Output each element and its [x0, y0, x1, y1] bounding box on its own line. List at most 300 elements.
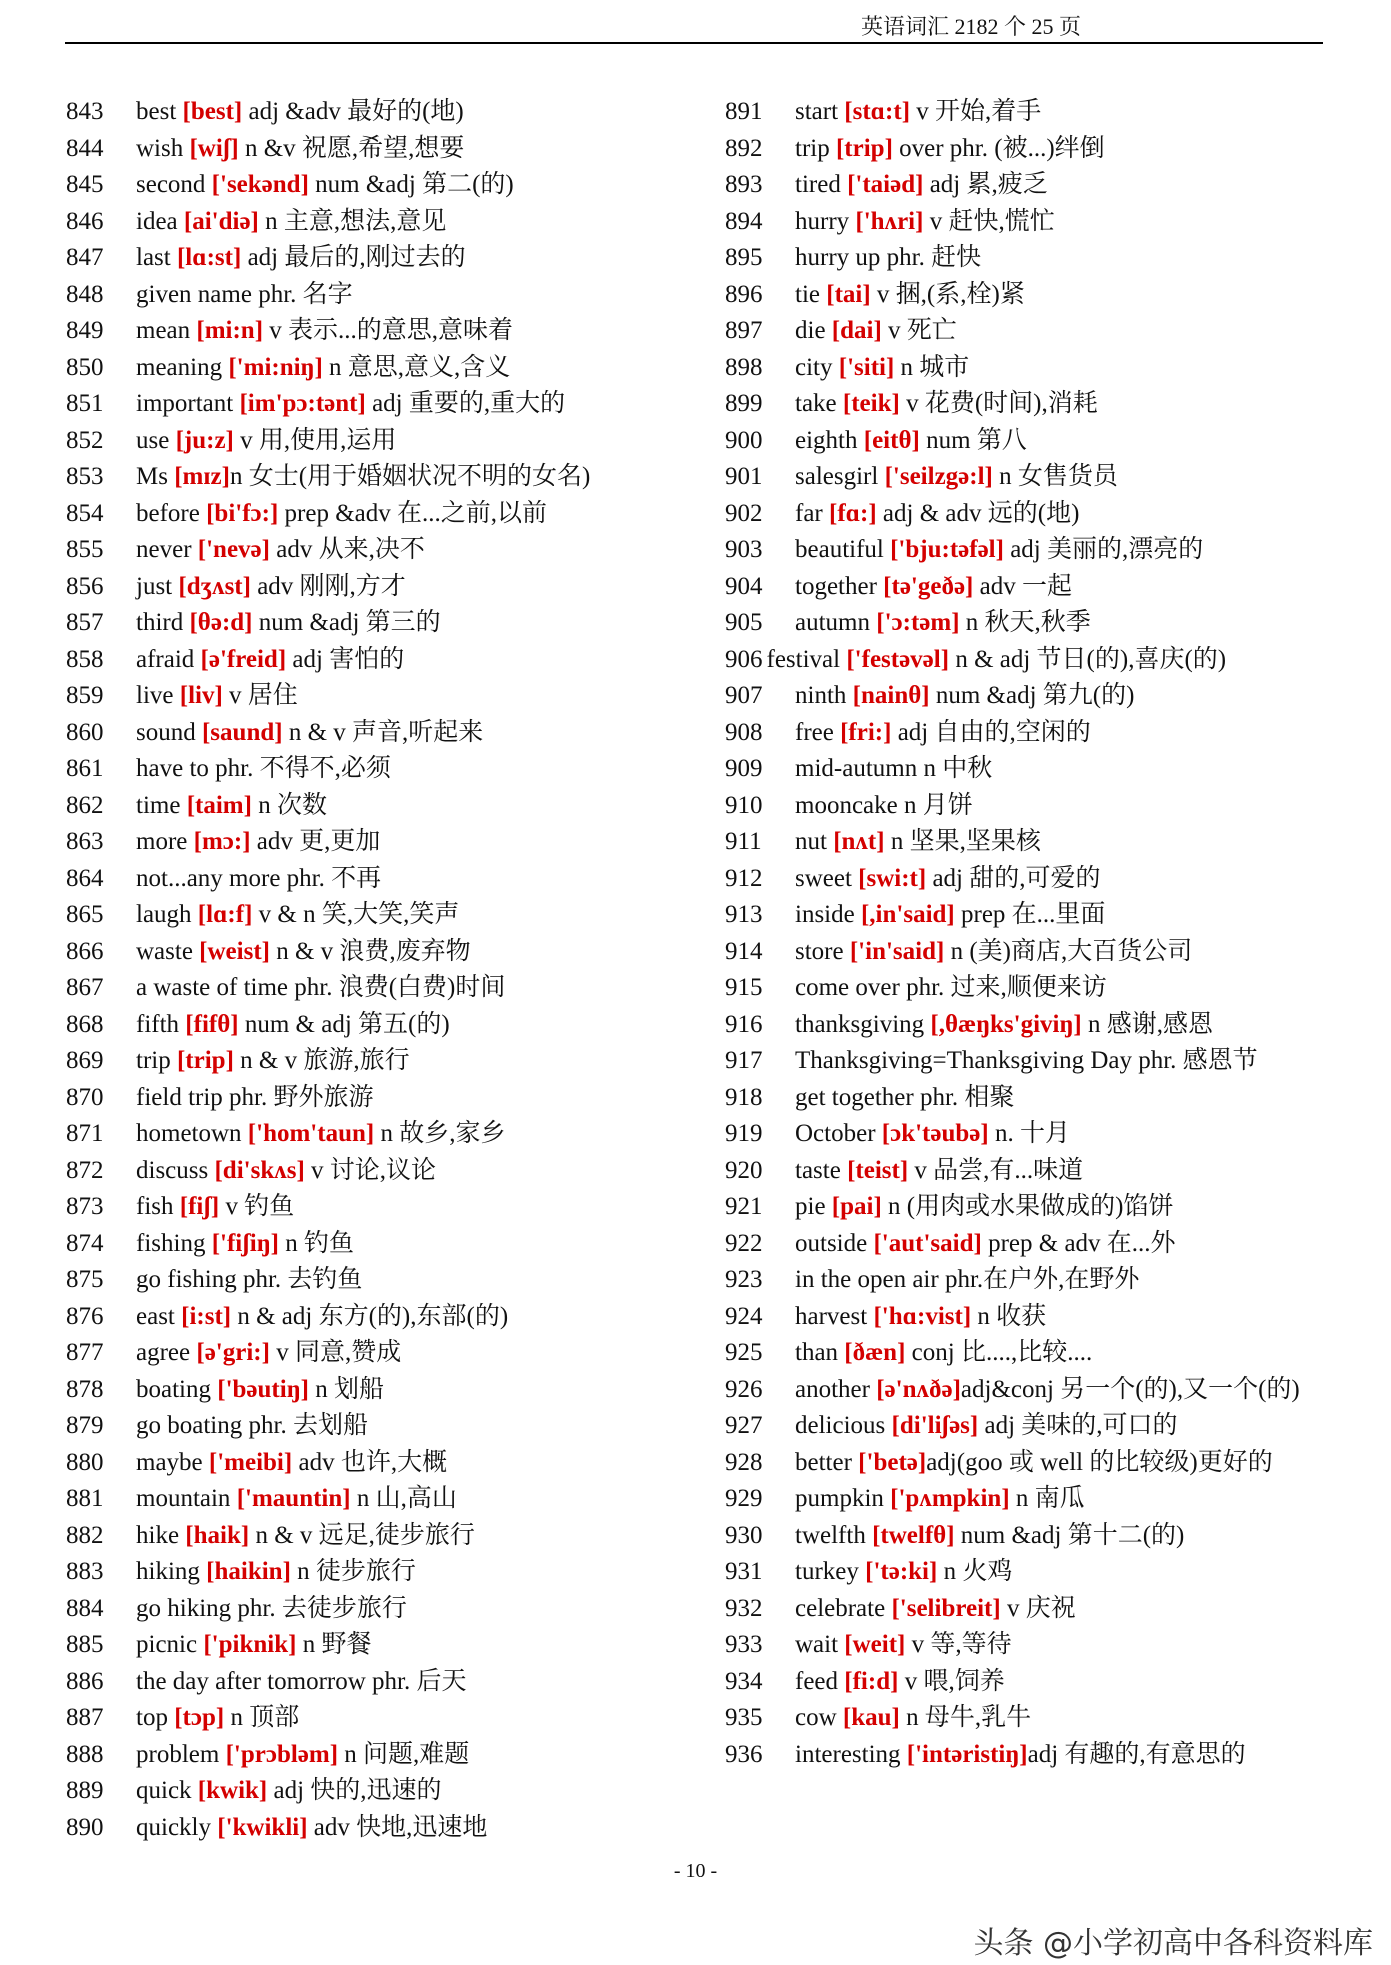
entry-phonetic: ['mi:niŋ]: [228, 353, 323, 381]
vocab-entry: [725, 131, 1365, 168]
entry-definition: phr. 不得不,必须: [208, 755, 391, 782]
entry-number: 880: [66, 1448, 104, 1476]
entry-phonetic: [ə'freid]: [200, 645, 287, 673]
vocab-entry: [725, 350, 1365, 387]
entry-number: 900: [725, 426, 763, 454]
entry-word: go hiking: [136, 1594, 232, 1622]
entry-definition: num &adj 第二(的): [308, 171, 514, 198]
entry-definition: adj 累,疲乏: [923, 171, 1048, 198]
vocab-entry: [66, 131, 706, 168]
entry-word: east: [136, 1302, 175, 1330]
entry-number: 933: [725, 1631, 763, 1658]
entry-phonetic: [dʒʌst]: [178, 572, 251, 600]
entry-number: 896: [725, 280, 763, 308]
entry-word: maybe: [136, 1448, 203, 1476]
vocab-entry: [66, 788, 706, 825]
entry-number: 879: [66, 1412, 104, 1439]
vocab-entry: [725, 1408, 1365, 1445]
entry-word: ninth: [795, 682, 847, 709]
entry-word: the day after tomorrow: [136, 1667, 366, 1695]
entry-phonetic: ['bəutiŋ]: [217, 1375, 309, 1403]
entry-phonetic: [twelfθ]: [872, 1521, 955, 1549]
page-header: 英语词汇 2182 个 25 页: [860, 14, 1081, 39]
entry-phonetic: [saund]: [201, 718, 283, 746]
entry-word: free: [795, 718, 834, 746]
watermark: 头条 @小学初高中各科资料库: [973, 1926, 1373, 1961]
entry-number: 910: [725, 791, 763, 819]
entry-phonetic: [mi:n]: [196, 317, 264, 344]
entry-phonetic: [tə'geðə]: [883, 572, 974, 600]
entry-definition: n 中秋: [917, 755, 993, 782]
entry-definition: phr. 不再: [280, 864, 382, 892]
vocab-entry: [66, 1773, 706, 1810]
entry-word: more: [136, 828, 188, 855]
vocab-entry: [725, 1262, 1365, 1299]
entry-definition: v 庆祝: [1000, 1594, 1076, 1622]
entry-word: second: [136, 171, 206, 198]
entry-definition: phr. 相聚: [913, 1083, 1015, 1111]
entry-phonetic: ['pʌmpkin]: [890, 1485, 1010, 1512]
entry-number: 855: [66, 536, 104, 563]
entry-number: 853: [66, 463, 104, 490]
entry-number: 891: [725, 98, 763, 125]
vocab-entry: [725, 1116, 1365, 1153]
entry-phonetic: [ə'gri:]: [196, 1339, 270, 1366]
vocab-entry: [66, 678, 706, 715]
entry-number: 846: [66, 207, 104, 235]
vocab-entry: [66, 751, 706, 788]
entry-number: 889: [66, 1777, 104, 1804]
vocab-entry: [725, 1591, 1365, 1628]
vocab-entry: [725, 240, 1365, 277]
entry-number: 926: [725, 1375, 763, 1403]
entry-word: pumpkin: [795, 1485, 884, 1512]
entry-word: hike: [136, 1521, 180, 1549]
entry-phonetic: [ɔk'təubə]: [881, 1120, 989, 1147]
entry-word: afraid: [136, 645, 195, 673]
entry-definition: prep & adv 在...外: [981, 1229, 1176, 1257]
entry-number: 928: [725, 1448, 763, 1476]
entry-number: 851: [66, 390, 104, 417]
vocab-entry: [66, 423, 706, 460]
entry-definition: n 女售货员: [992, 463, 1118, 490]
entry-phonetic: ['bju:təfəl]: [890, 536, 1004, 563]
entry-phonetic: [dai]: [831, 317, 882, 344]
entry-definition: n 坚果,坚果核: [884, 828, 1041, 855]
entry-definition: num &adj 第十二(的): [954, 1521, 1185, 1549]
entry-word: taste: [795, 1156, 841, 1184]
entry-word: never: [136, 536, 192, 563]
entry-definition: phr. 野外旅游: [222, 1083, 374, 1111]
entry-phonetic: ['betə]: [858, 1448, 927, 1476]
vocab-entry: [66, 1810, 706, 1847]
entry-phonetic: [teist]: [847, 1156, 909, 1184]
entry-phonetic: ['hom'taun]: [247, 1120, 375, 1147]
entry-phonetic: [fri:]: [840, 718, 892, 746]
entry-phonetic: [kwik]: [197, 1777, 268, 1804]
entry-number: 849: [66, 317, 104, 344]
vocab-entry: [66, 167, 706, 204]
vocab-entry: [725, 1664, 1365, 1701]
entry-definition: phr. 后天: [365, 1667, 467, 1695]
entry-word: trip: [136, 1047, 171, 1074]
vocab-entry: [725, 94, 1365, 131]
vocab-column-left: [66, 94, 706, 1846]
entry-number: 918: [725, 1083, 763, 1111]
entry-definition: v 开始,着手: [910, 98, 1042, 125]
entry-number: 850: [66, 353, 104, 381]
vocab-entry: [725, 1518, 1365, 1555]
vocab-entry: [725, 1700, 1365, 1737]
entry-word: inside: [795, 901, 855, 928]
vocab-entry: [725, 1372, 1365, 1409]
entry-number: 860: [66, 718, 104, 746]
vocab-entry: [725, 1153, 1365, 1190]
entry-number: 876: [66, 1302, 104, 1330]
entry-number: 893: [725, 171, 763, 198]
entry-word: laugh: [136, 901, 192, 928]
entry-word: than: [795, 1339, 839, 1366]
entry-phonetic: ['sekənd]: [211, 171, 309, 198]
entry-number: 885: [66, 1631, 104, 1658]
entry-definition: n 次数: [251, 791, 327, 819]
entry-word: hurry: [795, 207, 850, 235]
entry-number: 914: [725, 937, 763, 965]
entry-word: in the open air: [795, 1266, 939, 1293]
vocab-entry: [725, 496, 1365, 533]
entry-definition: v 讨论,议论: [304, 1156, 437, 1184]
entry-number: 887: [66, 1704, 104, 1731]
vocab-entry: [725, 642, 1365, 679]
page-number: - 10 -: [673, 1860, 718, 1882]
entry-number: 886: [66, 1667, 104, 1695]
entry-number: 870: [66, 1083, 104, 1111]
entry-definition: adj 快的,迅速的: [267, 1777, 442, 1804]
entry-number: 848: [66, 280, 104, 308]
entry-phonetic: [di'liʃəs]: [891, 1412, 979, 1439]
entry-word: far: [795, 499, 823, 527]
entry-word: eighth: [795, 426, 858, 454]
entry-number: 854: [66, 499, 104, 527]
entry-phonetic: ['seilzgə:l]: [884, 463, 993, 490]
entry-phonetic: ['intəristiŋ]: [906, 1740, 1028, 1768]
entry-definition: phr. 赶快: [880, 244, 982, 271]
vocab-entry: [725, 1445, 1365, 1482]
entry-definition: n 母牛,乳牛: [899, 1704, 1032, 1731]
entry-definition: v & n 笑,大笑,笑声: [252, 901, 460, 928]
entry-definition: n. 十月: [988, 1120, 1070, 1147]
entry-definition: n 钓鱼: [278, 1229, 354, 1257]
entry-definition: adj 害怕的: [286, 645, 405, 673]
entry-definition: prep 在...里面: [954, 901, 1106, 928]
entry-word: get together: [795, 1083, 914, 1111]
entry-phonetic: [fi:d]: [844, 1667, 899, 1695]
entry-definition: v 捆,(系,栓)紧: [870, 280, 1025, 308]
entry-number: 873: [66, 1193, 104, 1220]
entry-definition: adj 自由的,空闲的: [891, 718, 1091, 746]
entry-definition: adj &adv 最好的(地): [242, 98, 464, 125]
entry-definition: n 月饼: [897, 791, 973, 819]
entry-number: 917: [725, 1047, 763, 1074]
entry-word: wait: [795, 1631, 839, 1658]
entry-definition: n 感谢,感恩: [1081, 1010, 1213, 1038]
entry-word: hometown: [136, 1120, 242, 1147]
entry-number: 929: [725, 1485, 763, 1512]
entry-phonetic: [stɑ:t]: [844, 98, 911, 125]
entry-definition: n & v 旅游,旅行: [233, 1047, 410, 1074]
vocab-entry: [66, 386, 706, 423]
entry-number: 864: [66, 864, 104, 892]
entry-definition: adv 更,更加: [250, 828, 381, 855]
entry-word: not...any more: [136, 864, 281, 892]
vocab-entry: [725, 605, 1365, 642]
vocab-entry: [66, 934, 706, 971]
entry-definition: n &v 祝愿,希望,想要: [238, 134, 465, 162]
entry-definition: num &adj 第三的: [252, 609, 441, 636]
entry-definition: n 顶部: [224, 1704, 300, 1731]
entry-word: boating: [136, 1375, 211, 1403]
vocab-entry: [725, 1737, 1365, 1774]
vocab-entry: [725, 715, 1365, 752]
entry-phonetic: [kau]: [842, 1704, 900, 1731]
vocab-entry: [725, 1189, 1365, 1226]
entry-definition: prep &adv 在...之前,以前: [278, 499, 548, 527]
entry-number: 866: [66, 937, 104, 965]
entry-phonetic: ['hɑ:vist]: [873, 1302, 972, 1330]
entry-phonetic: ['selibreit]: [891, 1594, 1001, 1622]
entry-number: 881: [66, 1485, 104, 1512]
entry-definition: v 赶快,慌忙: [923, 207, 1055, 235]
vocab-entry: [66, 1226, 706, 1263]
entry-definition: conj 比....,比较....: [905, 1339, 1093, 1366]
entry-definition: n & adj 节日(的),喜庆(的): [949, 645, 1227, 673]
entry-definition: n 故乡,家乡: [374, 1120, 506, 1147]
entry-definition: adj 美味的,可口的: [978, 1412, 1178, 1439]
entry-word: agree: [136, 1339, 191, 1366]
entry-phonetic: ['hʌri]: [855, 207, 924, 235]
entry-definition: n 山,高山: [350, 1485, 457, 1512]
entry-phonetic: ['kwikli]: [217, 1813, 308, 1841]
vocab-entry: [66, 970, 706, 1007]
entry-phonetic: [bi'fɔ:]: [206, 499, 279, 527]
entry-definition: adj(goo 或 well 的比较级)更好的: [926, 1448, 1273, 1476]
entry-definition: n & v 声音,听起来: [282, 718, 484, 746]
entry-phonetic: [pai]: [831, 1193, 882, 1220]
vocab-entry: [66, 496, 706, 533]
entry-word: sound: [136, 718, 196, 746]
entry-word: beautiful: [795, 536, 884, 563]
entry-word: tie: [795, 280, 820, 308]
vocab-entry: [725, 861, 1365, 898]
vocab-entry: [725, 678, 1365, 715]
entry-phonetic: [nainθ]: [852, 682, 930, 709]
entry-number: 905: [725, 609, 763, 636]
vocab-entry: [66, 642, 706, 679]
entry-phonetic: [ðæn]: [844, 1339, 906, 1366]
entry-definition: adv 刚刚,方才: [250, 572, 406, 600]
entry-phonetic: [lɑ:f]: [197, 901, 253, 928]
entry-definition: n 徒步旅行: [290, 1558, 416, 1585]
entry-number: 847: [66, 244, 104, 271]
vocab-column-right: [725, 94, 1365, 1773]
entry-number: 843: [66, 98, 104, 125]
vocab-entry: [66, 1518, 706, 1555]
entry-number: 898: [725, 353, 763, 381]
entry-word: important: [136, 390, 234, 417]
entry-number: 902: [725, 499, 763, 527]
vocab-entry: [66, 277, 706, 314]
entry-word: use: [136, 426, 170, 454]
entry-word: a waste of time: [136, 974, 289, 1001]
vocab-entry: [725, 204, 1365, 241]
entry-definition: num 第八: [919, 426, 1027, 454]
vocab-entry: [725, 1335, 1365, 1372]
vocab-entry: [725, 277, 1365, 314]
entry-word: quickly: [136, 1813, 211, 1841]
entry-word: top: [136, 1704, 168, 1731]
entry-definition: phr. 去徒步旅行: [231, 1594, 407, 1622]
entry-definition: v 喂,饲养: [898, 1667, 1005, 1695]
vocab-entry: [725, 167, 1365, 204]
entry-phonetic: [weist]: [199, 937, 270, 965]
entry-number: 924: [725, 1302, 763, 1330]
entry-word: together: [795, 572, 877, 600]
entry-number: 935: [725, 1704, 763, 1731]
entry-phonetic: [i:st]: [181, 1302, 232, 1330]
entry-number: 927: [725, 1412, 763, 1439]
entry-number: 844: [66, 134, 104, 162]
vocab-entry: [725, 386, 1365, 423]
vocab-entry: [66, 1007, 706, 1044]
entry-word: live: [136, 682, 174, 709]
vocab-entry: [66, 1408, 706, 1445]
entry-definition: n 南瓜: [1009, 1485, 1085, 1512]
entry-word: time: [136, 791, 181, 819]
vocab-entry: [66, 1700, 706, 1737]
vocab-entry: [66, 824, 706, 861]
entry-phonetic: ['piknik]: [203, 1631, 297, 1658]
entry-word: celebrate: [795, 1594, 886, 1622]
vocab-entry: [66, 240, 706, 277]
entry-word: tired: [795, 171, 841, 198]
entry-phonetic: ['ɔ:təm]: [876, 609, 960, 636]
entry-phonetic: [best]: [182, 98, 243, 125]
entry-word: pie: [795, 1193, 826, 1220]
vocab-entry: [66, 1080, 706, 1117]
entry-definition: phr. 过来,顺便来访: [899, 974, 1107, 1001]
vocab-entry: [725, 313, 1365, 350]
entry-number: 865: [66, 901, 104, 928]
entry-number: 899: [725, 390, 763, 417]
entry-number: 883: [66, 1558, 104, 1585]
vocab-entry: [725, 970, 1365, 1007]
entry-word: autumn: [795, 609, 870, 636]
entry-word: outside: [795, 1229, 868, 1257]
vocab-entry: [66, 897, 706, 934]
vocab-entry: [725, 1007, 1365, 1044]
entry-phonetic: ['meibi]: [208, 1448, 293, 1476]
entry-number: 912: [725, 864, 763, 892]
entry-word: before: [136, 499, 200, 527]
entry-number: 897: [725, 317, 763, 344]
vocab-entry: [66, 94, 706, 131]
entry-word: go fishing: [136, 1266, 237, 1293]
entry-phonetic: [teik]: [842, 390, 900, 417]
entry-word: hiking: [136, 1558, 200, 1585]
vocab-entry: [66, 1299, 706, 1336]
entry-phonetic: ['siti]: [838, 353, 895, 381]
vocab-entry: [66, 1445, 706, 1482]
entry-definition: v 表示...的意思,意味着: [263, 317, 514, 344]
entry-word: field trip: [136, 1083, 223, 1111]
vocab-entry: [725, 897, 1365, 934]
vocab-entry: [725, 1080, 1365, 1117]
entry-number: 904: [725, 572, 763, 600]
entry-definition: n 城市: [894, 353, 970, 381]
entry-phonetic: [tɔp]: [174, 1704, 225, 1731]
entry-number: 922: [725, 1229, 763, 1257]
vocab-entry: [66, 459, 706, 496]
entry-definition: n 火鸡: [937, 1558, 1013, 1585]
header-rule: [65, 42, 1323, 44]
entry-number: 859: [66, 682, 104, 709]
vocab-entry: [66, 1554, 706, 1591]
vocab-entry: [725, 1627, 1365, 1664]
entry-definition: n 野餐: [296, 1631, 372, 1658]
entry-definition: phr. 去划船: [242, 1412, 368, 1439]
entry-number: 863: [66, 828, 104, 855]
entry-phonetic: ['taiəd]: [847, 171, 924, 198]
entry-definition: n 收获: [971, 1302, 1047, 1330]
entry-number: 932: [725, 1594, 763, 1622]
entry-word: festival: [766, 645, 841, 673]
entry-phonetic: ['prɔbləm]: [225, 1740, 339, 1768]
entry-word: another: [795, 1375, 870, 1403]
entry-number: 857: [66, 609, 104, 636]
entry-word: thanksgiving: [795, 1010, 925, 1038]
entry-word: delicious: [795, 1412, 886, 1439]
entry-definition: v 花费(时间),消耗: [899, 390, 1098, 417]
entry-word: take: [795, 390, 837, 417]
vocab-entry: [66, 350, 706, 387]
entry-phonetic: [haikin]: [206, 1558, 291, 1585]
entry-definition: v 等,等待: [905, 1631, 1012, 1658]
entry-definition: n 划船: [308, 1375, 384, 1403]
entry-number: 872: [66, 1156, 104, 1184]
entry-word: mooncake: [795, 791, 898, 819]
entry-definition: adj 甜的,可爱的: [926, 864, 1101, 892]
entry-definition: adv 也许,大概: [292, 1448, 448, 1476]
entry-phonetic: [fɑ:]: [829, 499, 877, 527]
entry-phonetic: [trip]: [176, 1047, 234, 1074]
vocab-entry: [66, 1627, 706, 1664]
entry-definition: n & v 远足,徒步旅行: [249, 1521, 475, 1549]
vocab-entry: [66, 1481, 706, 1518]
entry-definition: v 死亡: [881, 317, 957, 344]
vocab-entry: [66, 1372, 706, 1409]
vocab-entry: [66, 715, 706, 752]
entry-phonetic: [wiʃ]: [189, 134, 239, 162]
entry-number: 901: [725, 463, 763, 490]
entry-word: mid-autumn: [795, 755, 918, 782]
entry-word: die: [795, 317, 826, 344]
vocab-entry: [66, 313, 706, 350]
vocab-entry: [725, 751, 1365, 788]
entry-word: meaning: [136, 353, 223, 381]
entry-number: 882: [66, 1521, 104, 1549]
entry-phonetic: [swi:t]: [858, 864, 927, 892]
entry-phonetic: [liv]: [179, 682, 223, 709]
